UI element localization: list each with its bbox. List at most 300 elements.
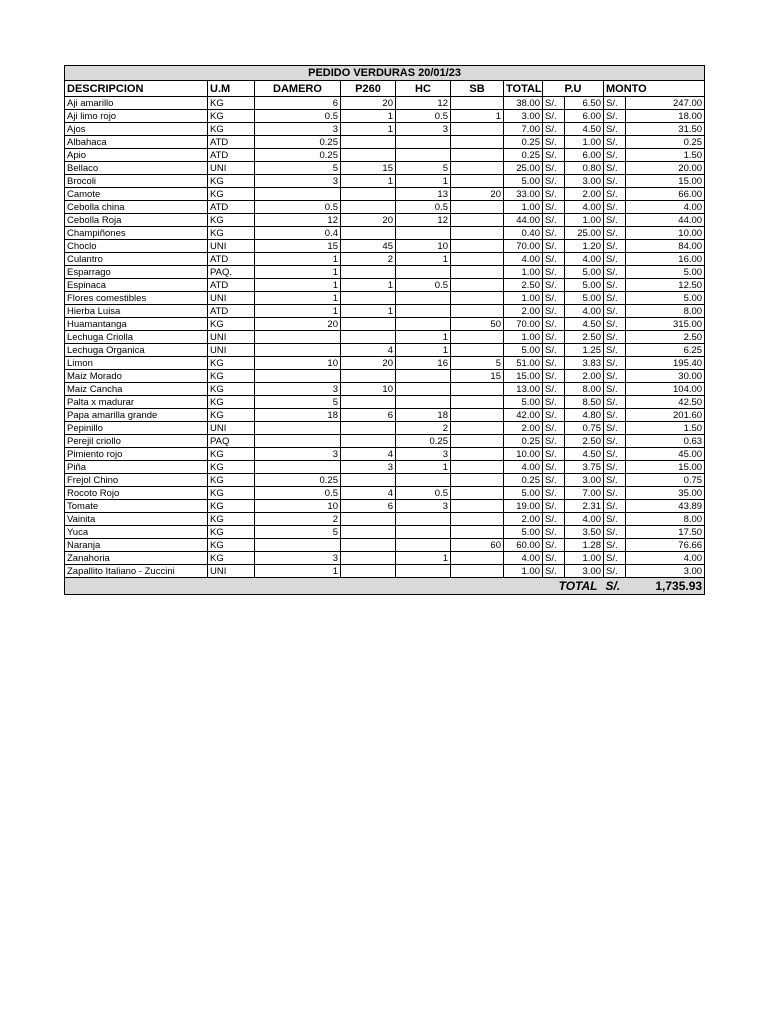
table-row: [65, 461, 705, 474]
cell-descripcion: Cebolla Roja: [65, 214, 208, 227]
cell-monto-currency: S/.: [604, 513, 626, 526]
cell-p260: [341, 149, 396, 162]
cell-um: KG: [208, 526, 255, 539]
cell-sb: [451, 136, 504, 149]
cell-pu-currency: S/.: [543, 526, 565, 539]
cell-um: KG: [208, 383, 255, 396]
cell-hc: [396, 149, 451, 162]
cell-monto-currency: S/.: [604, 396, 626, 409]
cell-pu: 2.31: [565, 500, 604, 513]
cell-um: KG: [208, 357, 255, 370]
cell-pu: 8.00: [565, 383, 604, 396]
table-row: [65, 344, 705, 357]
cell-pu-currency: S/.: [543, 123, 565, 136]
cell-descripcion: Espinaca: [65, 279, 208, 292]
cell-monto: 12.50: [626, 279, 705, 292]
cell-damero: 0.5: [255, 487, 341, 500]
cell-monto: 10.00: [626, 227, 705, 240]
cell-sb: [451, 409, 504, 422]
cell-hc: 12: [396, 97, 451, 110]
cell-monto: 5.00: [626, 292, 705, 305]
cell-hc: [396, 565, 451, 578]
header-monto: MONTO: [604, 81, 705, 97]
cell-p260: [341, 370, 396, 383]
cell-monto: 4.00: [626, 552, 705, 565]
cell-pu-currency: S/.: [543, 331, 565, 344]
cell-descripcion: Esparrago: [65, 266, 208, 279]
cell-sb: 15: [451, 370, 504, 383]
cell-total: 25.00: [504, 162, 543, 175]
cell-monto: 0.63: [626, 435, 705, 448]
cell-um: KG: [208, 214, 255, 227]
cell-sb: [451, 448, 504, 461]
cell-descripcion: Culantro: [65, 253, 208, 266]
cell-um: ATD: [208, 279, 255, 292]
cell-hc: [396, 318, 451, 331]
cell-sb: [451, 240, 504, 253]
cell-p260: 3: [341, 461, 396, 474]
cell-sb: [451, 201, 504, 214]
cell-p260: 4: [341, 448, 396, 461]
cell-um: KG: [208, 409, 255, 422]
cell-pu-currency: S/.: [543, 253, 565, 266]
cell-sb: [451, 565, 504, 578]
cell-hc: 1: [396, 175, 451, 188]
cell-um: PAQ: [208, 435, 255, 448]
cell-um: UNI: [208, 162, 255, 175]
cell-monto-currency: S/.: [604, 370, 626, 383]
cell-p260: 20: [341, 357, 396, 370]
table-row: [65, 331, 705, 344]
cell-pu-currency: S/.: [543, 539, 565, 552]
cell-damero: [255, 461, 341, 474]
cell-pu-currency: S/.: [543, 487, 565, 500]
table-row: [65, 97, 705, 110]
cell-pu: 2.00: [565, 188, 604, 201]
total-value: 1,735.93: [626, 578, 705, 595]
cell-damero: 0.4: [255, 227, 341, 240]
cell-monto: 18.00: [626, 110, 705, 123]
cell-damero: 10: [255, 357, 341, 370]
header-total: TOTAL: [504, 81, 543, 97]
cell-hc: 0.5: [396, 487, 451, 500]
cell-monto: 104.00: [626, 383, 705, 396]
header-row: [65, 81, 705, 97]
cell-pu: 1.28: [565, 539, 604, 552]
cell-descripcion: Papa amarilla grande: [65, 409, 208, 422]
table-row: [65, 279, 705, 292]
cell-total: 5.00: [504, 175, 543, 188]
cell-p260: [341, 266, 396, 279]
cell-um: ATD: [208, 253, 255, 266]
cell-total: 4.00: [504, 552, 543, 565]
cell-monto-currency: S/.: [604, 383, 626, 396]
table-row: [65, 201, 705, 214]
cell-monto: 15.00: [626, 461, 705, 474]
cell-monto-currency: S/.: [604, 526, 626, 539]
cell-monto-currency: S/.: [604, 487, 626, 500]
header-sb: SB: [451, 81, 504, 97]
cell-descripcion: Hierba Luisa: [65, 305, 208, 318]
cell-hc: 3: [396, 500, 451, 513]
cell-p260: [341, 227, 396, 240]
cell-descripcion: Maiz Morado: [65, 370, 208, 383]
cell-pu: 0.80: [565, 162, 604, 175]
cell-total: 5.00: [504, 487, 543, 500]
cell-hc: [396, 370, 451, 383]
cell-damero: 0.5: [255, 201, 341, 214]
cell-um: KG: [208, 487, 255, 500]
cell-p260: [341, 331, 396, 344]
cell-total: 70.00: [504, 240, 543, 253]
cell-hc: 5: [396, 162, 451, 175]
cell-monto-currency: S/.: [604, 266, 626, 279]
cell-p260: 1: [341, 279, 396, 292]
sheet-title: PEDIDO VERDURAS 20/01/23: [65, 66, 705, 81]
cell-pu-currency: S/.: [543, 162, 565, 175]
cell-monto-currency: S/.: [604, 214, 626, 227]
header-damero: DAMERO: [255, 81, 341, 97]
cell-pu: 4.00: [565, 513, 604, 526]
cell-sb: [451, 552, 504, 565]
header-hc: HC: [396, 81, 451, 97]
cell-monto-currency: S/.: [604, 149, 626, 162]
cell-monto: 1.50: [626, 149, 705, 162]
cell-sb: [451, 383, 504, 396]
cell-pu-currency: S/.: [543, 396, 565, 409]
cell-sb: [451, 97, 504, 110]
cell-um: KG: [208, 123, 255, 136]
cell-p260: 20: [341, 97, 396, 110]
cell-um: UNI: [208, 331, 255, 344]
cell-hc: 1: [396, 331, 451, 344]
cell-pu-currency: S/.: [543, 370, 565, 383]
cell-sb: [451, 487, 504, 500]
cell-pu: 1.25: [565, 344, 604, 357]
cell-pu: 3.83: [565, 357, 604, 370]
cell-pu: 4.00: [565, 201, 604, 214]
cell-sb: [451, 396, 504, 409]
cell-pu-currency: S/.: [543, 175, 565, 188]
table-row: [65, 552, 705, 565]
cell-um: UNI: [208, 344, 255, 357]
cell-total: 44.00: [504, 214, 543, 227]
cell-total: 7.00: [504, 123, 543, 136]
cell-monto: 4.00: [626, 201, 705, 214]
table-row: [65, 253, 705, 266]
cell-total: 51.00: [504, 357, 543, 370]
cell-p260: 4: [341, 487, 396, 500]
cell-descripcion: Lechuga Criolla: [65, 331, 208, 344]
cell-pu: 25.00: [565, 227, 604, 240]
cell-total: 0.25: [504, 136, 543, 149]
cell-descripcion: Zapallito Italiano - Zuccini: [65, 565, 208, 578]
table-row: [65, 136, 705, 149]
cell-hc: 3: [396, 448, 451, 461]
cell-um: UNI: [208, 240, 255, 253]
cell-total: 60.00: [504, 539, 543, 552]
cell-damero: 20: [255, 318, 341, 331]
cell-damero: 0.25: [255, 149, 341, 162]
cell-descripcion: Ajos: [65, 123, 208, 136]
table-row: [65, 292, 705, 305]
cell-hc: 0.5: [396, 201, 451, 214]
cell-monto-currency: S/.: [604, 318, 626, 331]
cell-hc: 12: [396, 214, 451, 227]
cell-pu: 5.00: [565, 279, 604, 292]
cell-monto-currency: S/.: [604, 474, 626, 487]
cell-pu: 7.00: [565, 487, 604, 500]
cell-p260: [341, 318, 396, 331]
cell-total: 1.00: [504, 292, 543, 305]
table-row: [65, 123, 705, 136]
cell-p260: 45: [341, 240, 396, 253]
cell-total: 10.00: [504, 448, 543, 461]
table-row: [65, 162, 705, 175]
cell-p260: 20: [341, 214, 396, 227]
cell-monto-currency: S/.: [604, 253, 626, 266]
cell-monto: 5.00: [626, 266, 705, 279]
cell-sb: [451, 344, 504, 357]
table-row: [65, 370, 705, 383]
cell-hc: [396, 526, 451, 539]
cell-damero: [255, 344, 341, 357]
cell-pu-currency: S/.: [543, 149, 565, 162]
cell-hc: 0.5: [396, 279, 451, 292]
cell-damero: [255, 435, 341, 448]
cell-pu: 5.00: [565, 266, 604, 279]
cell-damero: 5: [255, 526, 341, 539]
cell-pu-currency: S/.: [543, 188, 565, 201]
cell-damero: 0.25: [255, 136, 341, 149]
cell-monto-currency: S/.: [604, 331, 626, 344]
header-um: U.M: [208, 81, 255, 97]
cell-p260: [341, 539, 396, 552]
cell-pu-currency: S/.: [543, 409, 565, 422]
cell-sb: [451, 474, 504, 487]
cell-hc: 0.5: [396, 110, 451, 123]
cell-sb: [451, 500, 504, 513]
cell-um: UNI: [208, 565, 255, 578]
cell-monto-currency: S/.: [604, 435, 626, 448]
cell-um: ATD: [208, 201, 255, 214]
cell-damero: 0.5: [255, 110, 341, 123]
cell-sb: [451, 435, 504, 448]
cell-pu: 1.00: [565, 136, 604, 149]
cell-hc: 10: [396, 240, 451, 253]
table-row: [65, 526, 705, 539]
cell-p260: 6: [341, 409, 396, 422]
table-row: [65, 409, 705, 422]
cell-pu: 0.75: [565, 422, 604, 435]
table-row: [65, 448, 705, 461]
cell-monto-currency: S/.: [604, 123, 626, 136]
cell-hc: [396, 396, 451, 409]
cell-pu-currency: S/.: [543, 565, 565, 578]
cell-total: 5.00: [504, 526, 543, 539]
cell-p260: 15: [341, 162, 396, 175]
table-row: [65, 565, 705, 578]
cell-total: 1.00: [504, 331, 543, 344]
cell-sb: [451, 279, 504, 292]
cell-monto: 17.50: [626, 526, 705, 539]
cell-monto-currency: S/.: [604, 500, 626, 513]
cell-pu: 1.00: [565, 214, 604, 227]
cell-pu-currency: S/.: [543, 448, 565, 461]
cell-sb: [451, 162, 504, 175]
cell-monto: 43.89: [626, 500, 705, 513]
cell-damero: [255, 370, 341, 383]
cell-pu: 4.50: [565, 318, 604, 331]
cell-damero: 12: [255, 214, 341, 227]
table-row: [65, 383, 705, 396]
cell-pu-currency: S/.: [543, 292, 565, 305]
cell-monto-currency: S/.: [604, 305, 626, 318]
cell-pu-currency: S/.: [543, 97, 565, 110]
cell-monto: 76.66: [626, 539, 705, 552]
cell-hc: 16: [396, 357, 451, 370]
cell-hc: 1: [396, 253, 451, 266]
cell-pu-currency: S/.: [543, 474, 565, 487]
cell-damero: 2: [255, 513, 341, 526]
cell-monto-currency: S/.: [604, 422, 626, 435]
cell-pu: 6.00: [565, 149, 604, 162]
cell-descripcion: Pimiento rojo: [65, 448, 208, 461]
cell-p260: [341, 552, 396, 565]
cell-p260: 6: [341, 500, 396, 513]
cell-descripcion: Champiñones: [65, 227, 208, 240]
cell-monto: 6.25: [626, 344, 705, 357]
cell-pu-currency: S/.: [543, 201, 565, 214]
cell-pu-currency: S/.: [543, 422, 565, 435]
cell-pu: 3.00: [565, 175, 604, 188]
cell-monto: 247.00: [626, 97, 705, 110]
cell-monto: 201.60: [626, 409, 705, 422]
cell-p260: [341, 435, 396, 448]
cell-total: 5.00: [504, 344, 543, 357]
cell-descripcion: Flores comestibles: [65, 292, 208, 305]
cell-monto: 45.00: [626, 448, 705, 461]
cell-pu: 2.00: [565, 370, 604, 383]
cell-descripcion: Choclo: [65, 240, 208, 253]
table-row: [65, 149, 705, 162]
cell-monto: 84.00: [626, 240, 705, 253]
cell-pu-currency: S/.: [543, 318, 565, 331]
cell-um: UNI: [208, 422, 255, 435]
cell-total: 42.00: [504, 409, 543, 422]
cell-monto-currency: S/.: [604, 162, 626, 175]
cell-monto: 0.75: [626, 474, 705, 487]
cell-total: 4.00: [504, 253, 543, 266]
cell-descripcion: Vainita: [65, 513, 208, 526]
cell-monto-currency: S/.: [604, 357, 626, 370]
cell-monto: 31.50: [626, 123, 705, 136]
cell-total: 19.00: [504, 500, 543, 513]
cell-damero: 1: [255, 565, 341, 578]
cell-monto-currency: S/.: [604, 110, 626, 123]
table-row: [65, 110, 705, 123]
cell-monto: 3.00: [626, 565, 705, 578]
cell-damero: 10: [255, 500, 341, 513]
cell-descripcion: Limon: [65, 357, 208, 370]
cell-p260: 2: [341, 253, 396, 266]
cell-total: 1.00: [504, 201, 543, 214]
cell-monto-currency: S/.: [604, 175, 626, 188]
table-row: [65, 500, 705, 513]
cell-descripcion: Aji amarillo: [65, 97, 208, 110]
cell-descripcion: Frejol Chino: [65, 474, 208, 487]
cell-p260: 10: [341, 383, 396, 396]
table-row: [65, 266, 705, 279]
cell-p260: 1: [341, 305, 396, 318]
total-spacer: [65, 578, 543, 595]
cell-pu-currency: S/.: [543, 214, 565, 227]
cell-monto: 15.00: [626, 175, 705, 188]
cell-p260: [341, 422, 396, 435]
cell-um: ATD: [208, 136, 255, 149]
cell-p260: [341, 188, 396, 201]
cell-monto-currency: S/.: [604, 448, 626, 461]
cell-pu: 6.50: [565, 97, 604, 110]
cell-descripcion: Tomate: [65, 500, 208, 513]
cell-pu-currency: S/.: [543, 435, 565, 448]
cell-sb: 60: [451, 539, 504, 552]
cell-um: KG: [208, 227, 255, 240]
table-row: [65, 422, 705, 435]
cell-um: KG: [208, 318, 255, 331]
cell-sb: [451, 292, 504, 305]
cell-monto-currency: S/.: [604, 227, 626, 240]
cell-um: KG: [208, 539, 255, 552]
table-row: [65, 357, 705, 370]
cell-descripcion: Maiz Cancha: [65, 383, 208, 396]
cell-monto: 0.25: [626, 136, 705, 149]
cell-p260: [341, 136, 396, 149]
cell-monto-currency: S/.: [604, 552, 626, 565]
cell-hc: [396, 292, 451, 305]
cell-descripcion: Bellaco: [65, 162, 208, 175]
cell-um: KG: [208, 461, 255, 474]
order-sheet: [64, 65, 705, 595]
cell-p260: [341, 396, 396, 409]
cell-pu-currency: S/.: [543, 136, 565, 149]
table-row: [65, 435, 705, 448]
cell-damero: [255, 422, 341, 435]
cell-damero: 6: [255, 97, 341, 110]
cell-monto: 8.00: [626, 305, 705, 318]
cell-pu: 4.00: [565, 305, 604, 318]
cell-damero: 3: [255, 175, 341, 188]
cell-total: 0.25: [504, 149, 543, 162]
cell-monto: 66.00: [626, 188, 705, 201]
cell-damero: 3: [255, 552, 341, 565]
cell-monto: 2.50: [626, 331, 705, 344]
cell-pu: 2.50: [565, 435, 604, 448]
cell-um: KG: [208, 552, 255, 565]
cell-sb: [451, 266, 504, 279]
cell-damero: 3: [255, 383, 341, 396]
cell-total: 1.00: [504, 565, 543, 578]
table-row: [65, 188, 705, 201]
cell-descripcion: Brocoli: [65, 175, 208, 188]
cell-total: 15.00: [504, 370, 543, 383]
cell-pu: 4.50: [565, 123, 604, 136]
cell-total: 0.40: [504, 227, 543, 240]
cell-sb: [451, 253, 504, 266]
cell-p260: [341, 565, 396, 578]
cell-p260: [341, 201, 396, 214]
cell-descripcion: Albahaca: [65, 136, 208, 149]
